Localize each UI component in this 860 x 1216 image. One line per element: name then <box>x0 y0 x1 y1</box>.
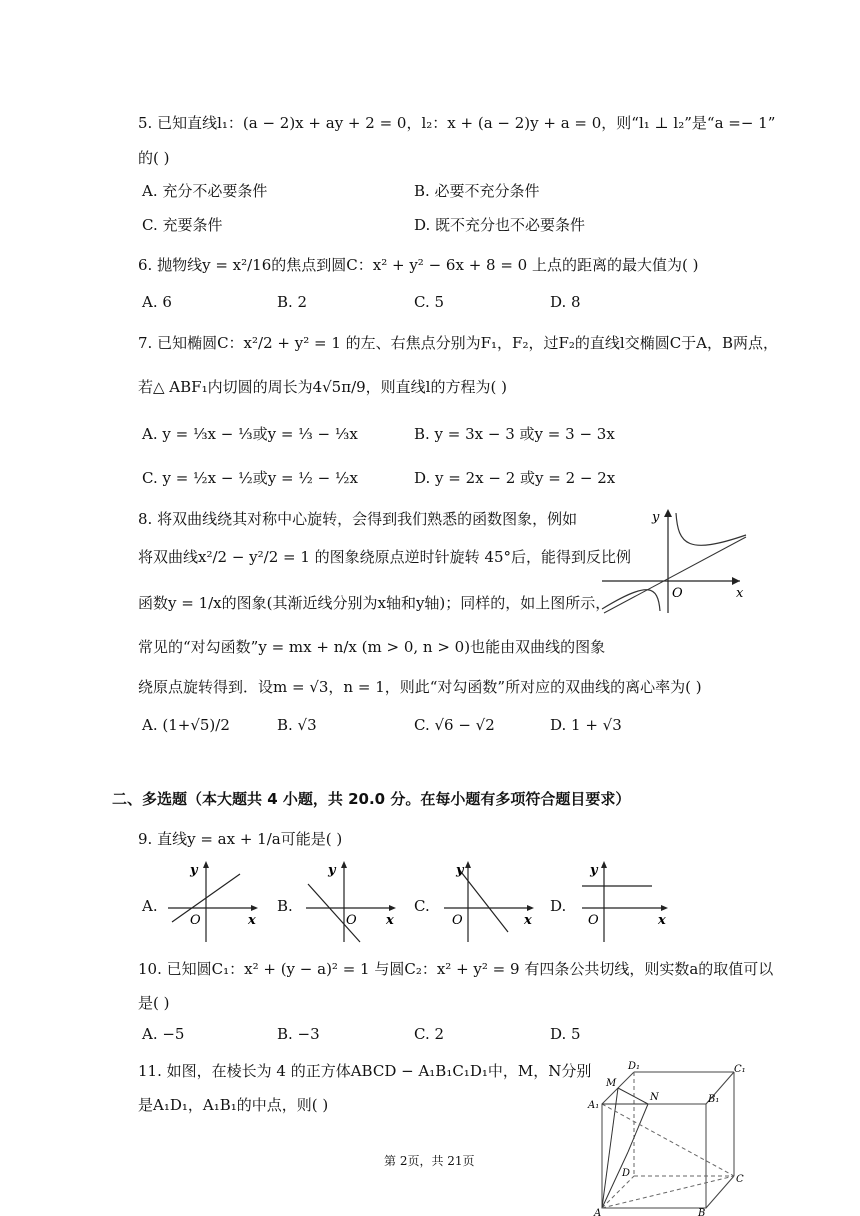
q9-option-c: C. <box>414 897 430 915</box>
q6-option-c: C. 5 <box>414 293 445 311</box>
q8-stem-line2: 将双曲线x²/2 − y²/2 = 1 的图象绕原点逆时针旋转 45°后，能得到反比例 <box>138 548 632 566</box>
svg-text:x: x <box>386 913 394 928</box>
svg-text:C₁: C₁ <box>734 1064 746 1075</box>
q10-option-b: B. −3 <box>277 1025 320 1043</box>
q11-cube-figure <box>584 1060 754 1216</box>
svg-text:O: O <box>452 913 463 928</box>
svg-text:A: A <box>594 1208 602 1216</box>
q5-option-b: B. 必要不充分条件 <box>414 182 540 200</box>
q6-option-a: A. 6 <box>142 293 172 311</box>
q9-option-d: D. <box>550 897 567 915</box>
q10-option-a: A. −5 <box>142 1025 185 1043</box>
q9-graph-c <box>438 858 538 944</box>
q7-option-d: D. y = 2x − 2 或y = 2 − 2x <box>414 469 616 487</box>
q8-option-c: C. √6 − √2 <box>414 716 495 734</box>
svg-text:A₁: A₁ <box>588 1100 600 1111</box>
q9-graph-a <box>162 858 262 944</box>
q8-y-arrow <box>664 509 672 517</box>
svg-text:O: O <box>190 913 201 928</box>
q8-x-label: x <box>736 586 744 601</box>
q8-curve-left <box>602 590 660 611</box>
q10-option-d: D. 5 <box>550 1025 581 1043</box>
q5-stem-line2: 的( ) <box>138 149 170 167</box>
q5-option-c: C. 充要条件 <box>142 216 223 234</box>
svg-text:y: y <box>190 863 198 878</box>
q8-option-d: D. 1 + √3 <box>550 716 622 734</box>
q5-option-a: A. 充分不必要条件 <box>142 182 268 200</box>
q9-option-a: A. <box>142 897 158 915</box>
q7-option-a: A. y = ⅓x − ⅓或y = ⅓ − ⅓x <box>142 425 358 443</box>
q8-graph-figure <box>600 505 750 615</box>
svg-text:O: O <box>588 913 599 928</box>
q8-stem-line4: 常见的“对勾函数”y = mx + n/x (m > 0, n > 0)也能由双曲线的图象 <box>138 638 606 656</box>
q8-origin-label: O <box>672 586 683 601</box>
q8-y-label: y <box>652 510 660 525</box>
svg-text:y: y <box>590 863 598 878</box>
svg-text:x: x <box>248 913 256 928</box>
svg-text:x: x <box>524 913 532 928</box>
q8-stem-line1: 8. 将双曲线绕其对称中心旋转，会得到我们熟悉的函数图象，例如 <box>138 510 578 528</box>
section-2-heading: 二、多选题（本大题共 4 小题，共 20.0 分。在每小题有多项符合题目要求） <box>112 790 631 808</box>
svg-text:O: O <box>346 913 357 928</box>
q5-stem-line1: 5. 已知直线l₁：(a − 2)x + ay + 2 = 0，l₂：x + (a − 2)y + a = 0，则“l₁ ⊥ l₂”是“a =− 1” <box>138 114 776 132</box>
q11-stem-line1: 11. 如图，在棱长为 4 的正方体ABCD − A₁B₁C₁D₁中，M，N分别 <box>138 1062 592 1080</box>
q10-option-c: C. 2 <box>414 1025 445 1043</box>
q11-stem-line2: 是A₁D₁，A₁B₁的中点，则( ) <box>138 1096 329 1114</box>
q7-stem-line1: 7. 已知椭圆C：x²/2 + y² = 1 的左、右焦点分别为F₁，F₂，过F₂的直线l交椭圆C于A，B两点， <box>138 334 779 352</box>
q8-asymptote <box>604 537 746 613</box>
svg-text:B₁: B₁ <box>708 1094 720 1105</box>
q9-option-b: B. <box>277 897 293 915</box>
q10-stem-line2: 是( ) <box>138 994 170 1012</box>
svg-text:D₁: D₁ <box>628 1061 641 1072</box>
q6-option-d: D. 8 <box>550 293 581 311</box>
q9-graph-b <box>300 858 400 944</box>
q8-stem-line3: 函数y = 1/x的图象(其渐近线分别为x轴和y轴)；同样的，如上图所示， <box>138 594 611 612</box>
svg-text:C: C <box>736 1174 744 1185</box>
q7-stem-line2: 若△ ABF₁内切圆的周长为4√5π/9，则直线l的方程为( ) <box>138 378 507 396</box>
q5-option-d: D. 既不充分也不必要条件 <box>414 216 586 234</box>
svg-text:N: N <box>650 1092 659 1103</box>
page-footer: 第 2页，共 21页 <box>384 1154 475 1168</box>
q8-stem-line5: 绕原点旋转得到．设m = √3，n = 1，则此“对勾函数”所对应的双曲线的离心率为( ) <box>138 678 702 696</box>
q6-stem: 6. 抛物线y = x²/16的焦点到圆C：x² + y² − 6x + 8 = 0 上点的距离的最大值为( ) <box>138 256 699 274</box>
q8-option-a: A. (1+√5)/2 <box>142 716 230 734</box>
svg-text:D: D <box>622 1168 631 1179</box>
q9-stem: 9. 直线y = ax + 1/a可能是( ) <box>138 830 343 848</box>
q9-graph-d <box>576 858 676 944</box>
q8-curve-right <box>676 513 746 545</box>
svg-text:y: y <box>328 863 336 878</box>
q8-option-b: B. √3 <box>277 716 317 734</box>
svg-text:x: x <box>658 913 666 928</box>
svg-text:M: M <box>606 1078 617 1089</box>
svg-text:B: B <box>698 1208 706 1216</box>
q10-stem-line1: 10. 已知圆C₁：x² + (y − a)² = 1 与圆C₂：x² + y² = 9 有四条公共切线，则实数a的取值可以 <box>138 960 774 978</box>
q8-x-arrow <box>732 577 740 585</box>
q6-option-b: B. 2 <box>277 293 308 311</box>
svg-text:y: y <box>456 863 464 878</box>
q7-option-c: C. y = ½x − ½或y = ½ − ½x <box>142 469 358 487</box>
q7-option-b: B. y = 3x − 3 或y = 3 − 3x <box>414 425 615 443</box>
